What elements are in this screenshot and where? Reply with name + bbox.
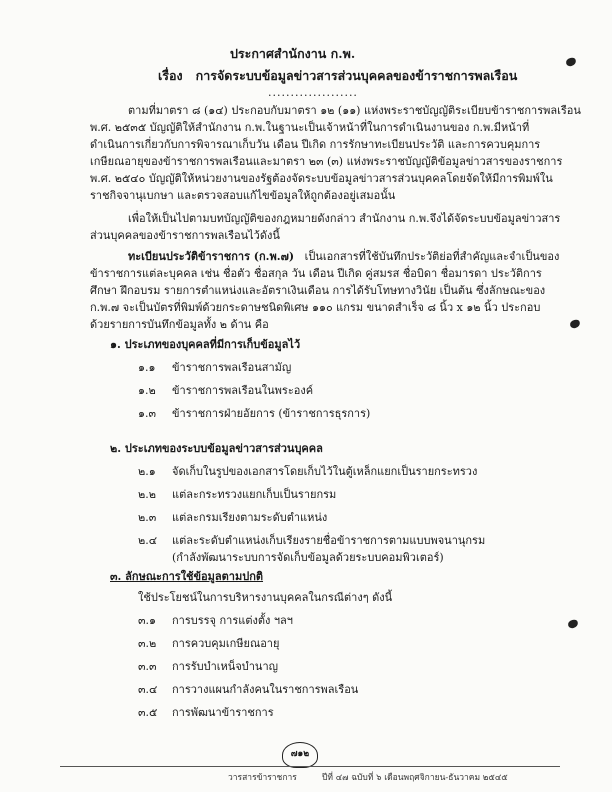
purpose-paragraph (90, 210, 560, 244)
section-1 (110, 336, 370, 422)
item-text: แต่ละระดับตำแหน่งเก็บเรียงรายชื่อข้าราชการตามแบบพจนานุกรม (172, 534, 486, 547)
item-text: จัดเก็บในรูปของเอกสารโดยเก็บไว้ในตู้เหล็กแยกเป็นรายกระทรวง (172, 465, 478, 478)
intro-paragraph (90, 102, 581, 204)
subject-label: เรื่อง (158, 68, 183, 83)
item-number: ๓.๓ (138, 660, 157, 673)
list-item (110, 463, 485, 480)
list-item (110, 405, 370, 422)
intro-line: เกษียณอายุของข้าราชการพลเรือนและมาตรา ๒๓ (๓) แห่งพระราชบัญญัติข้อมูลข่าวสารของราชการ (90, 155, 563, 168)
item-number: ๒.๒ (138, 488, 156, 501)
item-text: แต่ละกระทรวงแยกเก็บเป็นรายกรม (172, 488, 337, 501)
list-item (110, 509, 485, 526)
list-item (110, 532, 485, 549)
record-term: ทะเบียนประวัติข้าราชการ (ก.พ.๗) (128, 250, 295, 263)
record-paragraph (90, 248, 559, 333)
punch-hole-mark (565, 57, 577, 67)
separator-dots: .................... (268, 86, 358, 99)
subject-text: การจัดระบบข้อมูลข่าวสารส่วนบุคคลของข้าราชการพลเรือน (195, 68, 518, 83)
record-line: ด้วยรายการบันทึกข้อมูลทั้ง ๒ ด้าน คือ (90, 318, 269, 331)
item-text: การบรรจุ การแต่งตั้ง ฯลฯ (172, 614, 293, 627)
footer-page-badge: ๗๑๒ (282, 742, 318, 768)
punch-hole-mark (567, 619, 579, 629)
punch-hole-mark (569, 319, 581, 329)
list-item (110, 658, 392, 675)
item-number: ๑.๒ (138, 384, 156, 397)
list-item (110, 359, 370, 376)
item-text: การรับบำเหน็จบำนาญ (172, 660, 278, 673)
record-first-rest: เป็นเอกสารที่ใช้บันทึกประวัติย่อที่สำคัญและจำเป็นของ (304, 250, 560, 263)
item-number: ๑.๑ (138, 361, 156, 374)
record-line: ก.พ.๗ จะเป็นบัตรที่พิมพ์ด้วยกระดาษชนิดพิเศษ ๑๑๐ แกรม ขนาดสำเร็จ ๘ นิ้ว x ๑๒ นิ้ว ประกอบ (90, 301, 541, 314)
item-text: การวางแผนกำลังคนในราชการพลเรือน (172, 683, 359, 696)
item-number: ๓.๑ (138, 614, 156, 627)
item-number: ๑.๓ (138, 407, 156, 420)
item-text: ข้าราชการฝ่ายอัยการ (ข้าราชการธุรการ) (172, 407, 371, 420)
intro-line: พ.ศ. ๒๕๓๕ บัญญัติให้สำนักงาน ก.พ.ในฐานะเป็นเจ้าหน้าที่ในการดำเนินงานของ ก.พ.มีหน้าที่ (90, 121, 530, 134)
intro-line: ราชกิจจานุเบกษา และตรวจสอบแก้ไขข้อมูลให้ถูกต้องอยู่เสมอนั้น (90, 189, 396, 202)
record-line: ศึกษา ฝึกอบรม รายการตำแหน่งและอัตราเงินเดือน การได้รับโทษทางวินัย เป็นต้น ซึ่งลักษณะของ (90, 284, 546, 297)
record-line: ข้าราชการแต่ละบุคคล เช่น ชื่อตัว ชื่อสกุล วัน เดือน ปีเกิด คู่สมรส ชื่อบิดา ชื่อมารดา ประวัติการ (90, 267, 542, 280)
page-title: ประกาศสำนักงาน ก.พ. (230, 46, 356, 61)
list-item (110, 635, 392, 652)
item-number: ๓.๒ (138, 637, 157, 650)
item-text: แต่ละกรมเรียงตามระดับตำแหน่ง (172, 511, 328, 524)
intro-line: ตามที่มาตรา ๘ (๑๔) ประกอบกับมาตรา ๑๒ (๑๑) แห่งพระราชบัญญัติระเบียบข้าราชการพลเรือน (128, 104, 581, 117)
footer-journal-name: วารสารข้าราชการ (228, 773, 297, 783)
section-lead: ใช้ประโยชน์ในการบริหารงานบุคคลในกรณีต่างๆ ดังนี้ (138, 591, 393, 604)
purpose-line: เพื่อให้เป็นไปตามบทบัญญัติของกฎหมายดังกล่าว สำนักงาน ก.พ.จึงได้จัดระบบข้อมูลข่าวสาร (128, 212, 561, 225)
item-number: ๓.๕ (138, 706, 158, 719)
section-2 (110, 440, 485, 566)
section-heading: ๓. ลักษณะการใช้ข้อมูลตามปกติ (110, 570, 264, 583)
list-item (110, 486, 485, 503)
item-text: ข้าราชการพลเรือนสามัญ (172, 361, 292, 374)
item-number: ๓.๔ (138, 683, 158, 696)
list-item (110, 382, 370, 399)
subject-line (158, 66, 517, 86)
list-item (110, 612, 392, 629)
item-text: การพัฒนาข้าราชการ (172, 706, 274, 719)
section-note: (กำลังพัฒนาระบบการจัดเก็บข้อมูลด้วยระบบคอมพิวเตอร์) (172, 551, 444, 564)
purpose-line: ส่วนบุคคลของข้าราชการพลเรือนไว้ดังนี้ (90, 229, 280, 242)
item-number: ๒.๔ (138, 534, 158, 547)
item-number: ๒.๑ (138, 465, 156, 478)
list-item (110, 681, 392, 698)
section-3 (110, 568, 392, 721)
record-first-line (90, 248, 559, 265)
footer-divider (60, 766, 560, 767)
intro-line: ดำเนินการเกี่ยวกับการพิจารณาเก็บวัน เดือน ปีเกิด การรักษาทะเบียนประวัติ และการควบคุมการ (90, 138, 541, 151)
section-heading: ๒. ประเภทของระบบข้อมูลข่าวสารส่วนบุคคล (110, 442, 323, 455)
list-item (110, 704, 392, 721)
intro-line: พ.ศ. ๒๕๔๐ บัญญัติให้หน่วยงานของรัฐต้องจัดระบบข้อมูลข่าวสารส่วนบุคคลโดยจัดให้มีการพิมพ์ใน (90, 172, 553, 185)
section-heading: ๑. ประเภทของบุคคลที่มีการเก็บข้อมูลไว้ (110, 338, 301, 351)
item-text: การควบคุมเกษียณอายุ (172, 637, 280, 650)
item-text: ข้าราชการพลเรือนในพระองค์ (172, 384, 314, 397)
footer-issue: ปีที่ ๔๗ ฉบับที่ ๖ เดือนพฤศจิกายน-ธันวาคม ๒๕๔๕ (322, 773, 508, 783)
item-number: ๒.๓ (138, 511, 157, 524)
